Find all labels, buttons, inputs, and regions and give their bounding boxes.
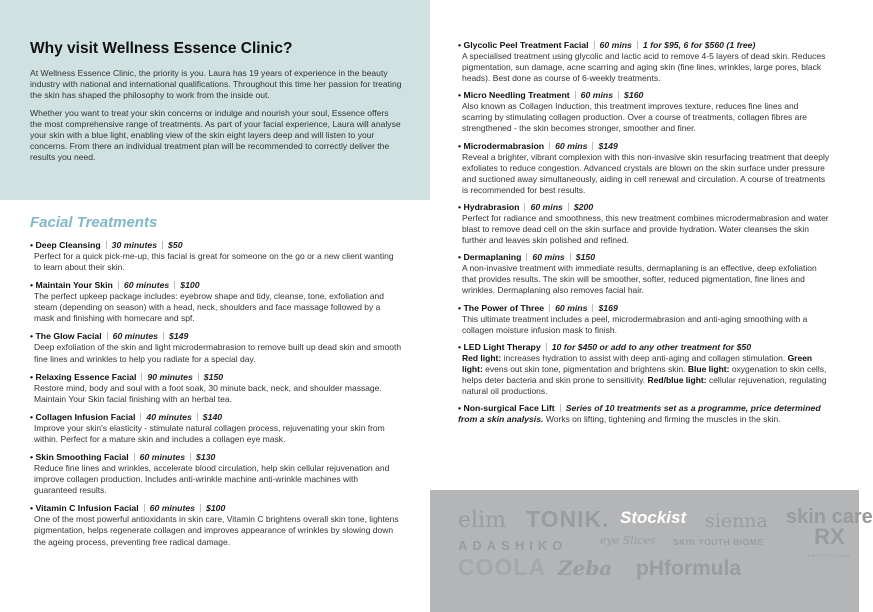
brand-logo-skincare-rx [786, 508, 873, 565]
treatment-duration: 60 mins [555, 302, 588, 313]
facial-treatments-title: Facial Treatments [30, 214, 158, 231]
treatment-description: Perfect for radiance and smoothness, this new treatment combines microdermabrasion and water blast to remove dead cell on the skin surface and provide hydration. Water cleanses the skin further and leaves skin polished and refined. [462, 212, 829, 246]
treatment-description: Reveal a brighter, vibrant complexion with this non-invasive skin resurfacing treatment that deeply exfoliates to reduce congestion. Advanced crystals are blown on the skin surface under pressure and suctioned away simultaneously, aiding in cell renewal and circulation. A course of treatments is recommended for best results. [462, 151, 830, 195]
stockist-panel [430, 490, 873, 612]
treatment-duration: 60 mins [532, 252, 565, 263]
treatment-duration: 60 mins [530, 201, 563, 212]
bullet: • [458, 302, 462, 313]
treatment-description: Works on lifting, tightening and firming the muscles in the skin. [545, 414, 781, 425]
brand-logo-sienna: sienna [705, 510, 768, 532]
bullet: • [30, 240, 34, 250]
bullet: • [458, 201, 462, 212]
treatment-description: Restore mind, body and soul with a foot soak, 30 minute back, neck, and shoulder massage. Maintain Your Skin facial finishing with an herbal tea. [34, 382, 382, 404]
bullet: • [458, 252, 462, 263]
brand-logo-tonik: TONIK. [526, 506, 610, 532]
treatment-duration: 60 mins [580, 90, 614, 101]
treatment-price: $149 [169, 331, 189, 342]
treatment-name: Deep Cleansing [35, 240, 101, 250]
treatment-item [458, 202, 830, 246]
treatment-price: $100 [206, 503, 226, 514]
treatment-item [458, 342, 830, 397]
treatment-description [462, 353, 830, 397]
treatment-price: $160 [624, 90, 644, 101]
treatment-name: Vitamin C Infusion Facial [35, 503, 139, 514]
treatment-duration: 60 minutes [149, 503, 196, 514]
treatment-name: LED Light Therapy [463, 341, 541, 352]
treatment-item [30, 240, 402, 273]
treatment-name: Glycolic Peel Treatment Facial [463, 40, 589, 50]
red-blue-light-text: cellular rejuvenation, regulating natural oil productions. [462, 374, 827, 396]
bullet: • [30, 371, 34, 382]
treatment-item [30, 372, 402, 405]
green-light-label: Green light: [462, 352, 813, 374]
brand-logo-zeba: Zeba [558, 556, 613, 580]
blue-light-label: Blue light: [687, 363, 730, 374]
treatment-duration: 60 mins [555, 140, 588, 151]
bullet: • [30, 411, 34, 422]
treatment-name: The Glow Facial [35, 331, 102, 342]
green-light-text: evens out skin tone, pigmentation and brightens skin. [485, 363, 686, 374]
treatment-name: Non-surgical Face Lift [463, 403, 555, 414]
treatment-price: 1 for $95, 6 for $560 (1 free) [642, 40, 756, 50]
treatment-description: Improve your skin's elasticity - stimulate natural collagen process, rejuvenating your skin from within. Perfect for a mature skin and includes a collagen eye mask. [34, 422, 385, 444]
treatment-name: Collagen Infusion Facial [35, 411, 136, 422]
treatment-price: $50 [168, 240, 183, 250]
treatment-price: $140 [202, 411, 223, 422]
treatment-description: Reduce fine lines and wrinkles, accelerate blood circulation, help skin cellular rejuvenation and improve collagen production. Includes anti-wrinkle machine anti-wrinkle machines with guaranteed results. [34, 463, 390, 496]
treatment-price: $150 [575, 252, 596, 263]
treatment-name: The Power of Three [463, 302, 545, 313]
treatment-price: $169 [598, 302, 618, 313]
brand-skincare-text: skin care [786, 506, 873, 528]
treatment-duration: 60 minutes [123, 280, 170, 291]
treatment-description: Perfect for a quick pick-me-up, this facial is great for someone on the go or a new client wanting to learn about their skin. [34, 251, 394, 273]
treatment-description: This ultimate treatment includes a peel, microdermabrasion and anti-aging smoothing with a collagen moisture infusion mask to finish. [462, 313, 808, 335]
bullet: • [30, 280, 34, 291]
treatment-description: One of the most powerful antioxidants in skin care, Vitamin C brightens overall skin tone, lightens pigmentation, helps regenerate collagen and improves appearance of wrinkles by slowing down the ageing process, preventing free radical damage. [34, 514, 399, 547]
red-light-text: increases hydration to assist with deep anti-aging and collagen stimulation. [503, 352, 786, 363]
treatment-name: Relaxing Essence Facial [35, 371, 137, 382]
treatment-item [458, 303, 830, 336]
brand-logo-adashiko: ADASHIKO [458, 538, 568, 553]
treatment-duration: 90 minutes [147, 371, 193, 382]
brand-logo-skin-youth-biome: SKIN YOUTH BIOME [673, 537, 764, 547]
treatment-name: Dermaplaning [463, 252, 522, 263]
red-blue-light-label: Red/blue light: [647, 374, 707, 385]
treatment-name: Microdermabrasion [463, 140, 545, 151]
treatment-price: $200 [573, 201, 594, 212]
treatment-description: Deep exfoliation of the skin and light microdermabrasion to remove built up dead skin and smooth fine lines and wrinkles to help you radiate for a special day. [34, 342, 402, 364]
treatment-item [30, 280, 402, 324]
treatment-price: $130 [196, 452, 216, 463]
treatment-name: Hydrabrasion [463, 201, 520, 212]
bullet: • [458, 40, 462, 50]
treatment-description: A non-invasive treatment with immediate results, dermaplaning is an effective, deep exfoliation that provides results. The skin will be smoother, softer, reduced pigmentation, fine lines and wrinkles. Dermaplaning also removes facial hair. [462, 263, 817, 296]
intro-paragraph-2: Whether you want to treat your skin concerns or indulge and nourish your soul, Essence offers the most comprehensive range of treatments. As part of your facial experience, Laura will analyse your skin with a blue light, enabling view of the skin eight layers deep and will listen to your concerns. From there an individual treatment plan will be recommended to correctly deliver the results you need. [30, 107, 401, 163]
intro-panel [0, 0, 430, 200]
bullet: • [458, 140, 462, 151]
brand-logo-coola: COOLA [458, 554, 547, 580]
treatment-item [458, 403, 830, 425]
treatment-item [30, 412, 402, 445]
treatment-duration: 60 minutes [112, 331, 158, 342]
treatment-duration: 40 minutes [146, 411, 192, 422]
treatment-item [458, 252, 830, 296]
treatment-name: Maintain Your Skin [35, 280, 113, 291]
treatment-series: Series of 10 treatments set as a programme, price determined from a skin analysis. [458, 403, 821, 425]
treatment-item [30, 331, 402, 364]
treatment-item [30, 452, 402, 496]
treatment-description: The perfect upkeep package includes: eyebrow shape and tidy, cleanse, tone, exfoliation and steam (depending on season) with a head, neck, shoulders and face massage followed by a mask and finishing with homecare and spf. [34, 291, 384, 324]
treatment-duration: 60 mins [599, 40, 632, 50]
bullet: • [458, 90, 462, 101]
treatment-price: $100 [180, 280, 200, 291]
treatment-price: $149 [598, 140, 618, 151]
treatment-duration: 30 minutes [111, 240, 158, 250]
advanced-treatments-section [458, 40, 830, 431]
treatment-item [458, 40, 830, 84]
brand-logo-eye-slices: eye Slices [600, 534, 656, 547]
treatment-description: A specialised treatment using glycolic and lactic acid to remove 4-5 layers of dead skin. Reduces pigmentation, sun damage, acne scarring and aging skin (fine lines, wrinkles, large pores, black heads). Best done as course of 6-weekly treatments. [462, 51, 826, 84]
treatment-duration: 60 minutes [139, 452, 186, 463]
treatment-description: Also known as Collagen Induction, this treatment improves texture, reduces fine lines and scarring by stimulating collagen production. Over a course of treatments, collagen fibres are strengthened - the skin becomes stronger, smoother and finer. [462, 101, 807, 134]
facial-treatments-section [30, 214, 402, 555]
intro-title: Why visit Wellness Essence Clinic? [30, 40, 293, 57]
treatment-price: 10 for $450 or add to any other treatment for $50 [551, 341, 752, 352]
bullet: • [30, 503, 34, 514]
treatment-item [458, 90, 830, 134]
brand-logo-phformula: pHformula [636, 557, 741, 580]
stockist-title: Stockist [620, 508, 687, 527]
intro-paragraph-1: At Wellness Essence Clinic, the priority is you. Laura has 19 years of experience in the beauty industry with national and international qualifications. Throughout this time her passion for treating the skin has shaped the philosophy to work from the inside out. [30, 68, 402, 101]
treatment-item [458, 141, 830, 196]
bullet: • [458, 403, 462, 414]
bullet: • [30, 452, 34, 463]
blue-light-text: oxygenation to skin cells, helps deter bacteria and skin prone to sensitivity. [462, 363, 827, 385]
treatment-item [30, 503, 402, 547]
treatment-name: Skin Smoothing Facial [35, 452, 129, 463]
treatment-price: $150 [203, 371, 224, 382]
brand-professional-text: PROFESSIONAL [807, 553, 851, 558]
treatment-name: Micro Needling Treatment [463, 90, 570, 101]
brand-rx-text: RX [814, 524, 845, 549]
red-light-label: Red light: [462, 352, 502, 363]
bullet: • [30, 331, 34, 342]
bullet: • [458, 341, 462, 352]
brand-logo-elim: elim [458, 508, 506, 533]
